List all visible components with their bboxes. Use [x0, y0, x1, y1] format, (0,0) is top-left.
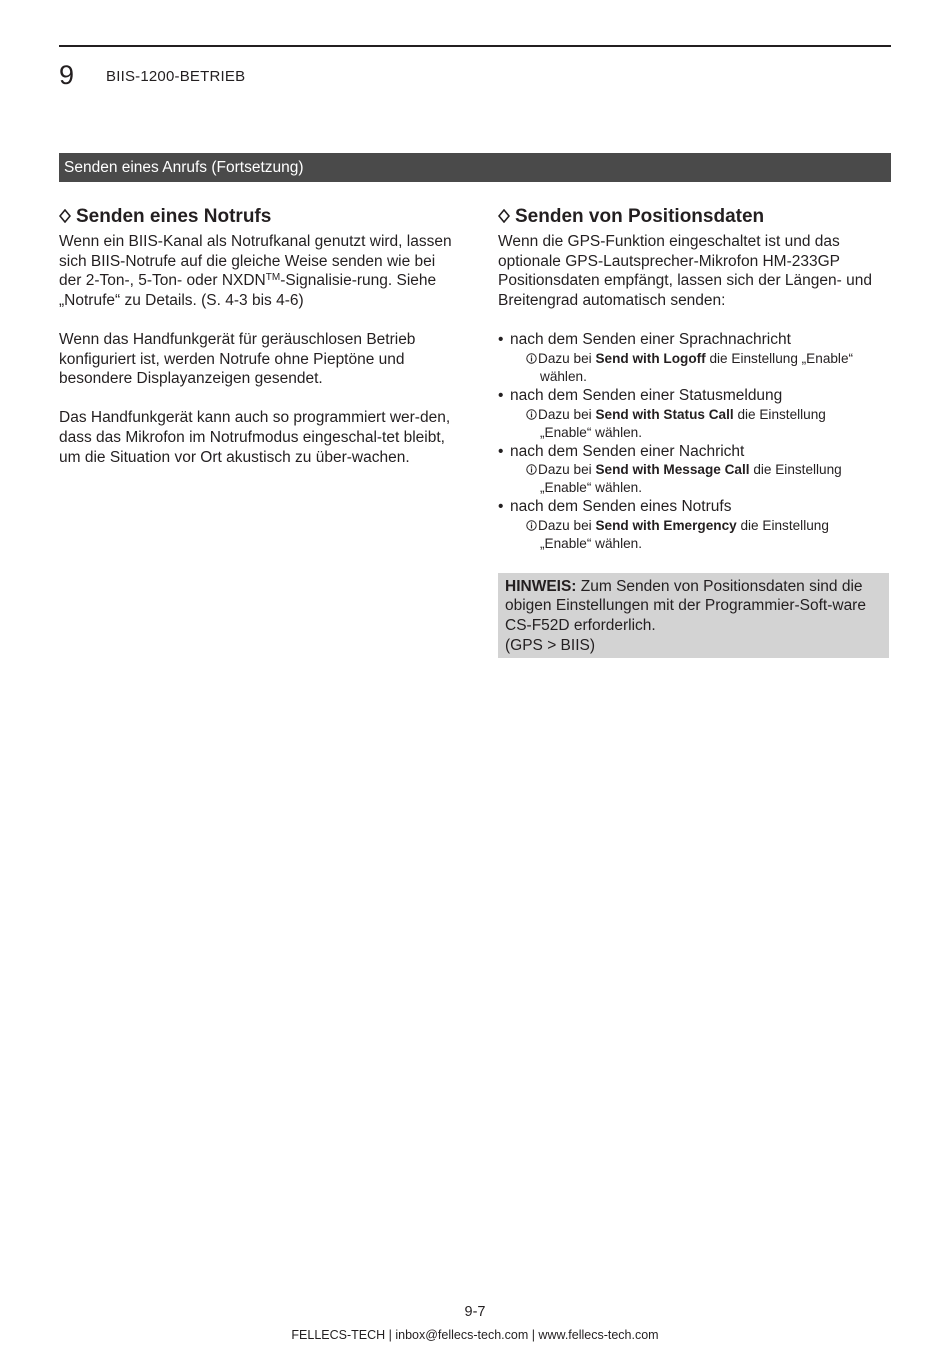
left-column — [59, 205, 454, 467]
bullet-list — [498, 330, 893, 552]
list-item — [498, 497, 893, 553]
paragraph-emergency-2: Wenn das Handfunkgerät für geräuschlosen Betrieb konfiguriert ist, werden Notrufe ohne Pieptöne und besondere Displayanzeigen gesendet. — [59, 330, 416, 388]
footer-contact: FELLECS-TECH | inbox@fellecs-tech.com | www.fellecs-tech.com — [291, 1328, 659, 1342]
heading-emergency-text: Senden eines Notrufs — [76, 206, 272, 227]
heading-position — [498, 205, 893, 229]
bullet-text: nach dem Senden einer Sprachnachricht — [510, 331, 791, 349]
list-item — [498, 330, 893, 386]
info-icon — [526, 520, 537, 531]
info-icon — [526, 464, 537, 475]
header-rule — [59, 45, 891, 47]
heading-emergency — [59, 205, 454, 229]
setting-name: Send with Emergency — [595, 517, 737, 533]
note: Dazu bei Send with Logoff die Einstellung „Enable“ wählen. — [526, 350, 893, 386]
section-bar: Senden eines Anrufs (Fortsetzung) — [59, 153, 891, 182]
bullet-icon: • — [498, 386, 504, 404]
paragraph-text: Wenn ein BIIS-Kanal als Notrufkanal genutzt wird, lassen sich BIIS-Notrufe auf die gleiche Weise senden wie bei der 2-Ton-, 5-Ton- oder NXDN — [59, 233, 452, 290]
paragraph-emergency-3: Das Handfunkgerät kann auch so programmiert wer-den, dass das Mikrofon im Notrufmodus eingeschal-tet bleibt, um die Situation vor Ort akustisch zu über-wachen. — [59, 409, 451, 466]
bullet-icon: • — [498, 442, 504, 460]
hint-path: (GPS > BIIS) — [505, 636, 596, 654]
diamond-icon — [498, 209, 510, 223]
paragraph-text: -Signalisie-rung. Siehe „Notrufe“ zu Details. (S. 4-3 bis 4-6) — [59, 272, 437, 309]
paragraph-position-intro: Wenn die GPS-Funktion eingeschaltet ist und das optionale GPS-Lautsprecher-Mikrofon HM-233GP Positionsdaten empfängt, lassen sich der Längen- und Breitengrad automatisch senden: — [498, 233, 872, 309]
list-item — [498, 386, 893, 442]
setting-name: Send with Message Call — [595, 462, 750, 478]
info-icon — [526, 409, 537, 420]
paragraph-emergency-1 — [59, 232, 454, 310]
bullet-icon: • — [498, 331, 504, 349]
hint-label: HINWEIS: — [505, 577, 577, 595]
heading-position-text: Senden von Positionsdaten — [515, 206, 765, 227]
chapter-number: 9 — [59, 60, 75, 90]
page-number: 9-7 — [464, 1304, 486, 1320]
right-column — [498, 205, 893, 658]
bullet-text: nach dem Senden einer Nachricht — [510, 442, 745, 460]
setting-name: Send with Status Call — [595, 406, 734, 422]
bullet-text: nach dem Senden einer Statusmeldung — [510, 386, 783, 404]
bullet-text: nach dem Senden eines Notrufs — [510, 498, 732, 516]
hint-box — [498, 573, 889, 658]
trademark-sup: TM — [265, 272, 281, 284]
hint-text: Zum Senden von Positionsdaten sind die obigen Einstellungen mit der Programmier-Soft-ware CS-F52D erforderlich. — [505, 577, 866, 634]
diamond-icon — [59, 209, 71, 223]
list-item — [498, 442, 893, 498]
note: Dazu bei Send with Emergency die Einstellung „Enable“ wählen. — [526, 517, 893, 553]
note: Dazu bei Send with Status Call die Einstellung „Enable“ wählen. — [526, 406, 893, 442]
setting-name: Send with Logoff — [595, 350, 706, 366]
note: Dazu bei Send with Message Call die Einstellung „Enable“ wählen. — [526, 461, 893, 497]
bullet-icon: • — [498, 498, 504, 516]
info-icon — [526, 353, 537, 364]
chapter-title: BIIS-1200-BETRIEB — [106, 68, 246, 85]
